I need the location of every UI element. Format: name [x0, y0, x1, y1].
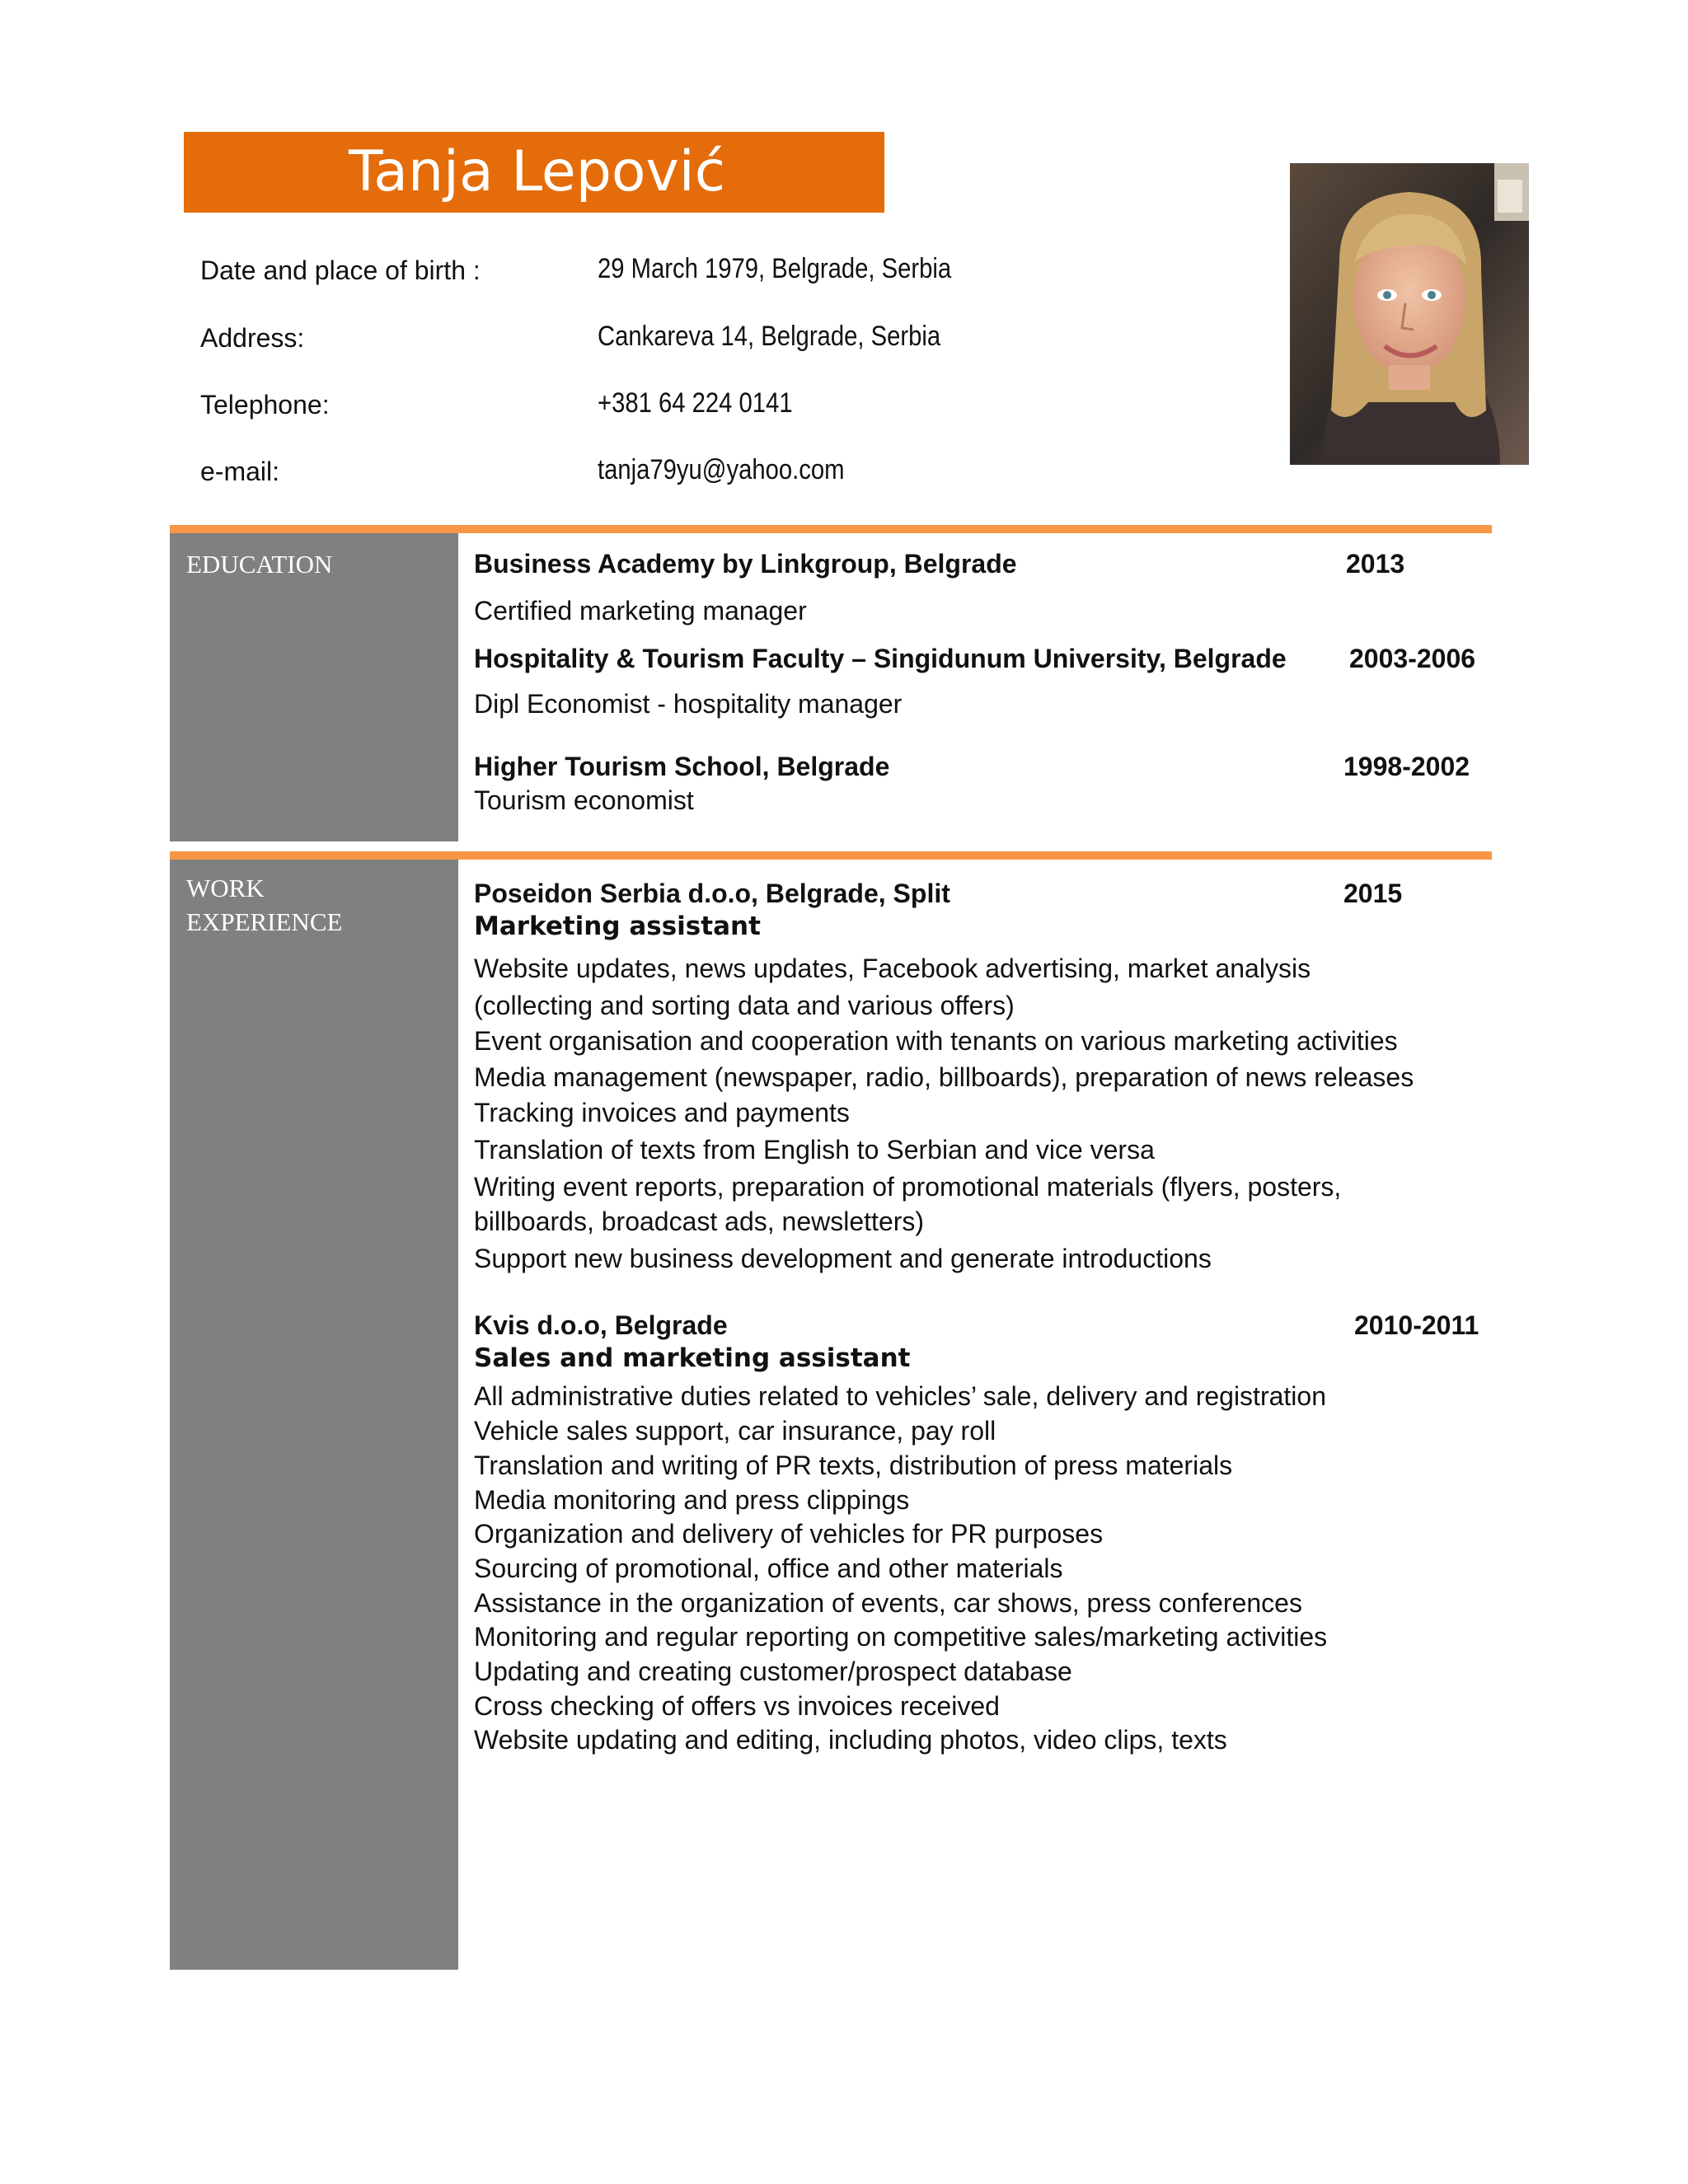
job-duty: Translation of texts from English to Serbian and vice versa: [474, 1135, 1155, 1165]
education-years: 1998-2002: [1343, 752, 1470, 781]
job-duty: Translation and writing of PR texts, distribution of press materials: [474, 1451, 1233, 1480]
job-duty: Media management (newspaper, radio, billboards), preparation of news releases: [474, 1062, 1414, 1092]
work-divider: [170, 851, 1492, 860]
job-duty: (collecting and sorting data and various offers): [474, 991, 1015, 1020]
education-degree: Dipl Economist - hospitality manager: [474, 689, 903, 719]
education-years: 2013: [1346, 549, 1405, 579]
job-duty: Tracking invoices and payments: [474, 1098, 850, 1127]
address-label: Address:: [200, 323, 305, 353]
job-duty: Website updates, news updates, Facebook advertising, market analysis: [474, 954, 1311, 983]
job-duty: Event organisation and cooperation with tenants on various marketing activities: [474, 1026, 1398, 1056]
job-company: Kvis d.o.o, Belgrade: [474, 1310, 728, 1340]
work-section-label: WORK: [186, 874, 265, 902]
job-duty: Cross checking of offers vs invoices received: [474, 1691, 1000, 1721]
job-duty: billboards, broadcast ads, newsletters): [474, 1207, 925, 1236]
address-value: Cankareva 14, Belgrade, Serbia: [598, 321, 941, 352]
job-duty: Assistance in the organization of events, car shows, press conferences: [474, 1588, 1302, 1618]
email-label: e-mail:: [200, 457, 280, 486]
job-duty: Vehicle sales support, car insurance, pay roll: [474, 1416, 996, 1446]
profile-photo: [1290, 163, 1529, 465]
education-divider: [170, 525, 1492, 533]
birth-label: Date and place of birth :: [200, 255, 481, 285]
job-company: Poseidon Serbia d.o.o, Belgrade, Split: [474, 879, 950, 908]
job-duty: All administrative duties related to vehicles’ sale, delivery and registration: [474, 1381, 1326, 1411]
telephone-label: Telephone:: [200, 390, 330, 419]
education-degree: Tourism economist: [474, 785, 694, 815]
job-duty: Support new business development and generate introductions: [474, 1244, 1212, 1273]
job-years: 2015: [1343, 879, 1403, 908]
job-duty: Website updating and editing, including photos, video clips, texts: [474, 1725, 1227, 1755]
job-years: 2010-2011: [1354, 1310, 1479, 1340]
education-section-label: EDUCATION: [186, 550, 333, 579]
work-sidebar: [170, 860, 458, 1970]
job-duty: Organization and delivery of vehicles for PR purposes: [474, 1519, 1104, 1549]
education-institution: Business Academy by Linkgroup, Belgrade: [474, 549, 1017, 579]
education-institution: Hospitality & Tourism Faculty – Singidunum University, Belgrade: [474, 644, 1287, 673]
job-role: Marketing assistant: [474, 912, 761, 941]
education-years: 2003-2006: [1349, 644, 1476, 673]
job-duty: Media monitoring and press clippings: [474, 1485, 910, 1515]
name-banner: [184, 132, 884, 213]
job-duty: Updating and creating customer/prospect database: [474, 1657, 1072, 1686]
email-value: tanja79yu@yahoo.com: [598, 454, 845, 485]
telephone-value: +381 64 224 0141: [598, 387, 793, 419]
job-duty: Writing event reports, preparation of promotional materials (flyers, posters,: [474, 1172, 1342, 1202]
education-degree: Certified marketing manager: [474, 596, 807, 626]
job-duty: Monitoring and regular reporting on competitive sales/marketing activities: [474, 1622, 1328, 1652]
work-section-label: EXPERIENCE: [186, 907, 343, 936]
candidate-name: Tanja Lepović: [349, 139, 726, 204]
job-duty: Sourcing of promotional, office and other materials: [474, 1554, 1063, 1583]
birth-value: 29 March 1979, Belgrade, Serbia: [598, 253, 952, 284]
education-institution: Higher Tourism School, Belgrade: [474, 752, 890, 781]
job-role: Sales and marketing assistant: [474, 1343, 911, 1373]
